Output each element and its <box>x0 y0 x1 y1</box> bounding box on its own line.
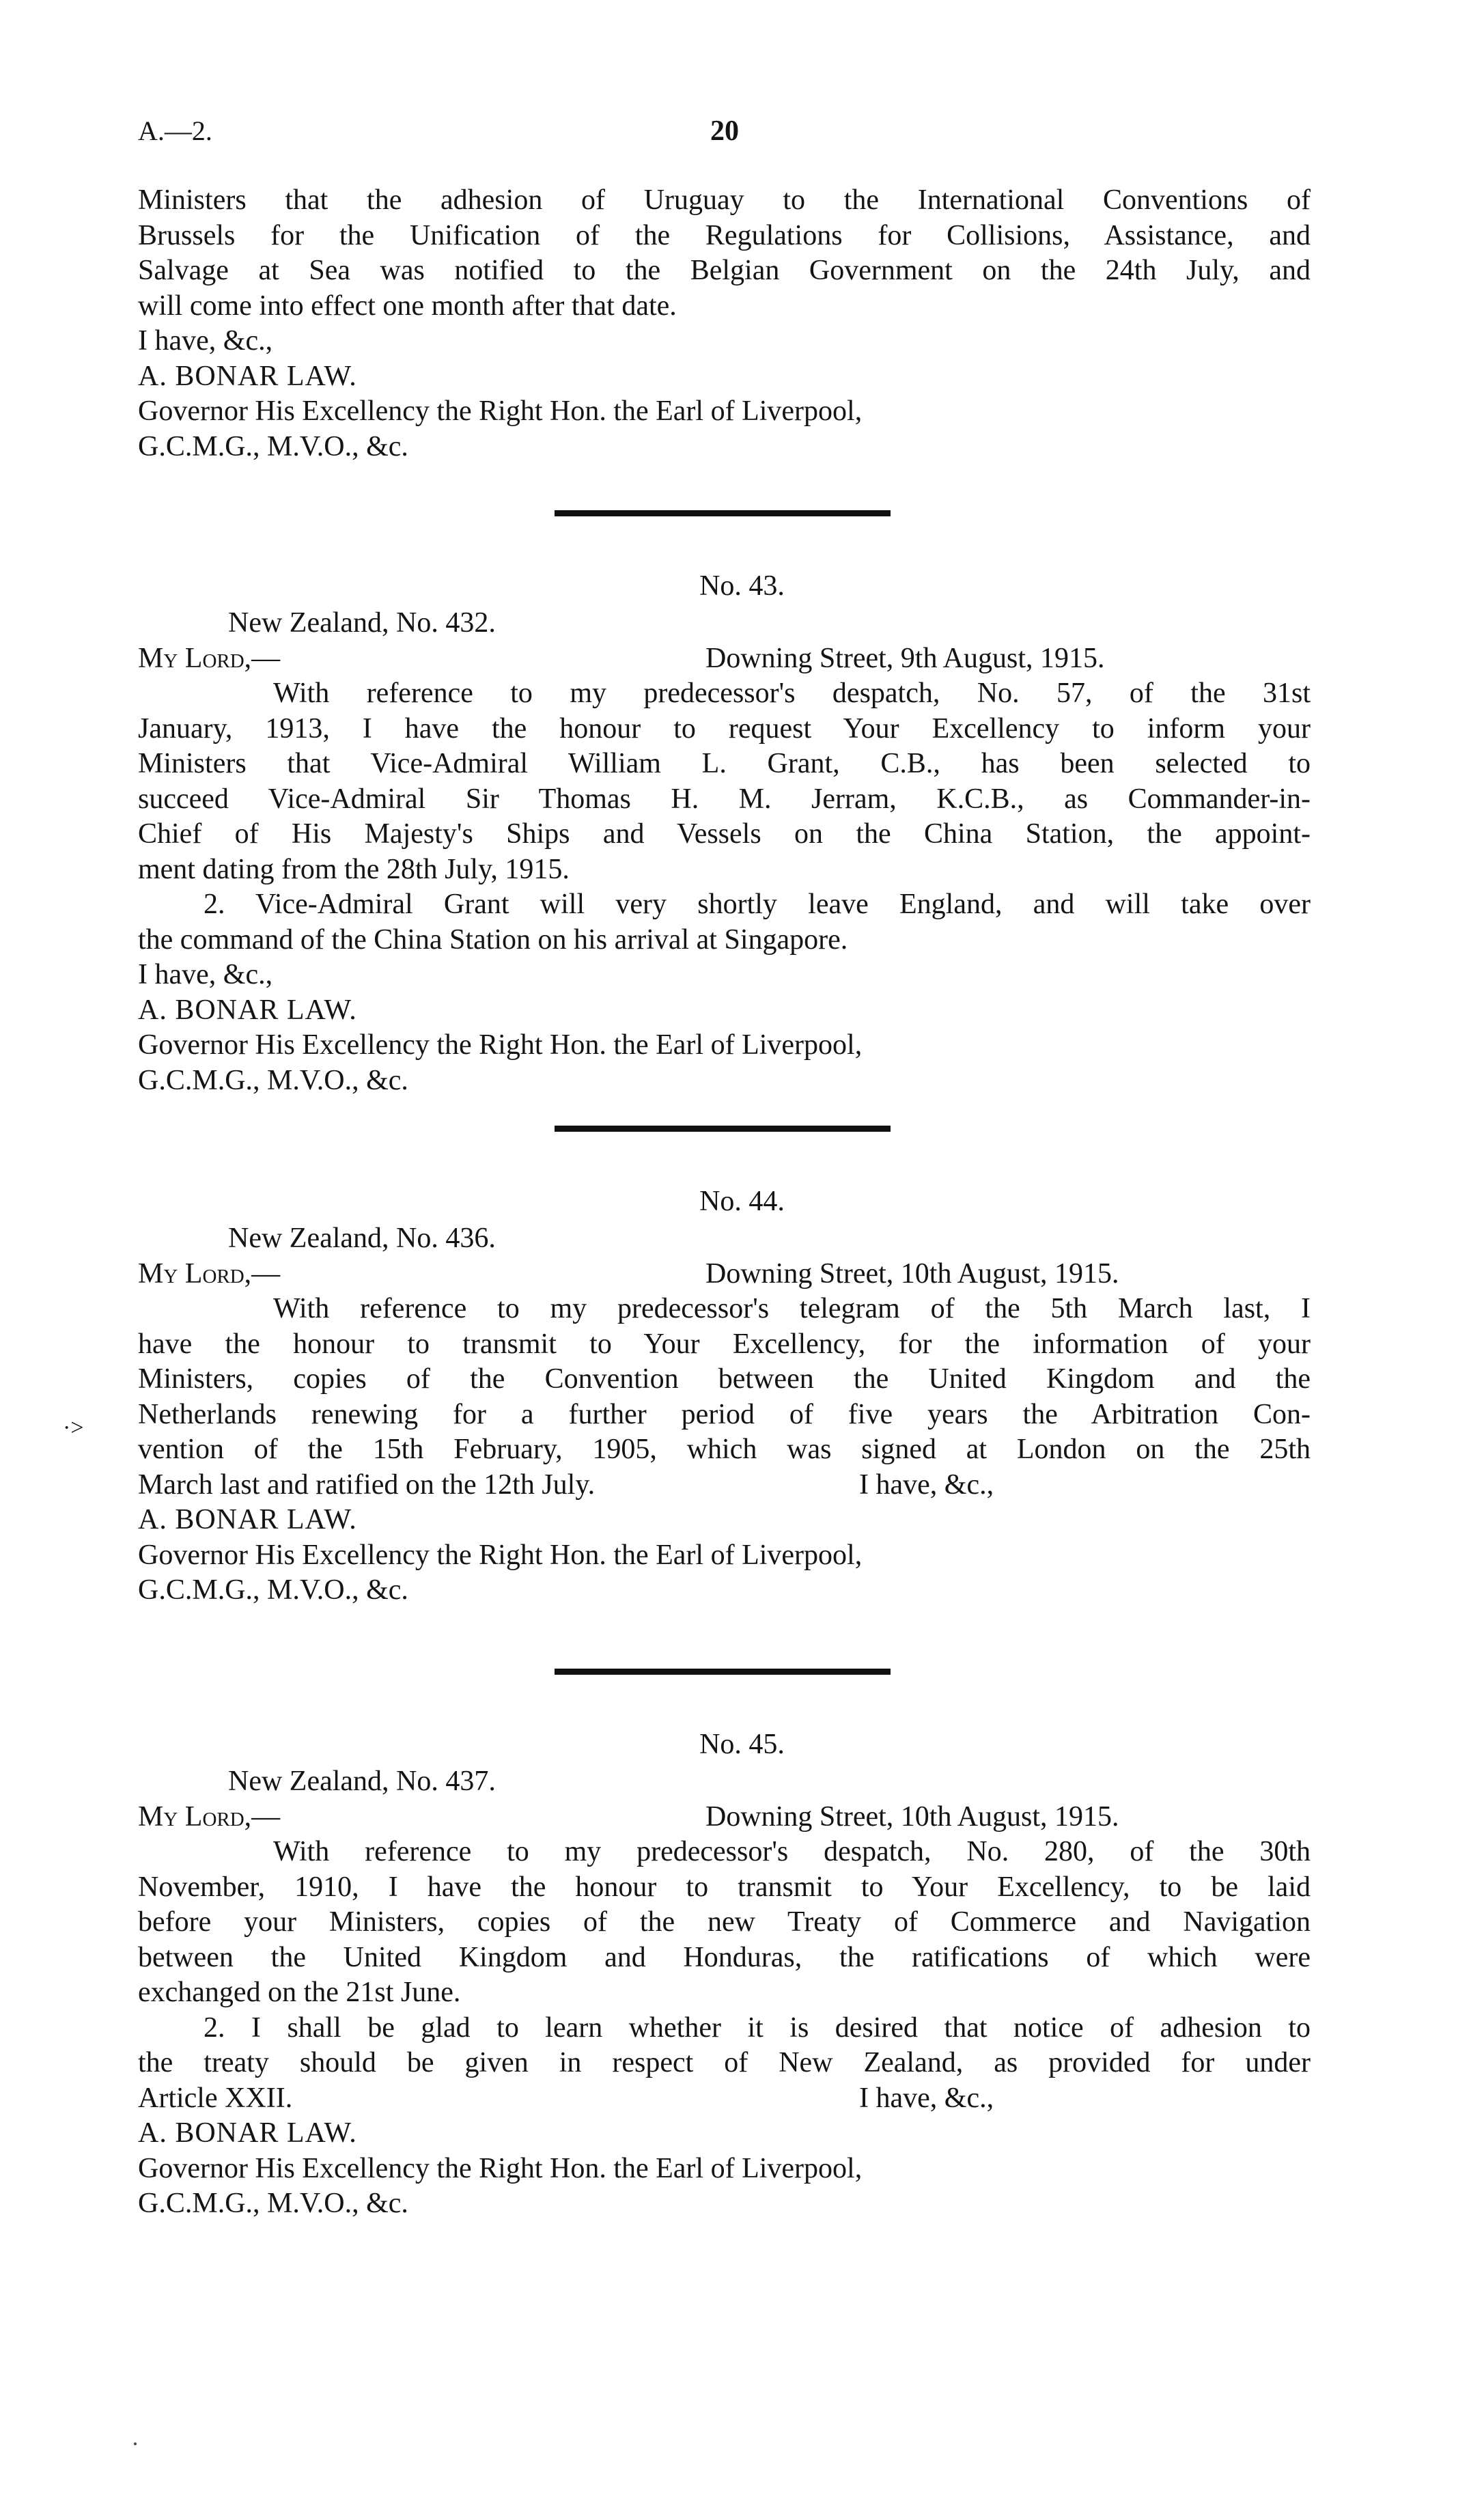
body-line: With reference to my predecessor's telegram of the 5th March last, I <box>273 1293 1311 1324</box>
signature: A. BONAR LAW. <box>138 1504 357 1535</box>
closing: I have, &c., <box>859 1468 994 1501</box>
addressee-titles: G.C.M.G., M.V.O., &c. <box>138 430 408 462</box>
continuation-block <box>138 183 1311 464</box>
despatch-number: No. 43. <box>699 570 785 602</box>
body-line: With reference to my predecessor's despatch, No. 57, of the 31st <box>273 678 1311 709</box>
despatch-45 <box>138 1764 1311 2222</box>
page-number: 20 <box>710 115 739 147</box>
addressee: Governor His Excellency the Right Hon. the Earl of Liverpool, <box>138 1029 863 1061</box>
addressee: Governor His Excellency the Right Hon. the Earl of Liverpool, <box>138 1539 863 1571</box>
body-line: succeed Vice-Admiral Sir Thomas H. M. Jerram, K.C.B., as Commander-in- <box>138 783 1311 815</box>
body-line: before your Ministers, copies of the new Treaty of Commerce and Navigation <box>138 1906 1311 1938</box>
section-divider <box>555 510 891 516</box>
place-date: Downing Street, 10th August, 1915. <box>705 1800 1119 1833</box>
body-line: Brussels for the Unification of the Regulations for Collisions, Assistance, and <box>138 219 1311 251</box>
closing: I have, &c., <box>859 2082 994 2114</box>
body-line: the command of the China Station on his arrival at Singapore. <box>138 923 848 956</box>
nz-reference: New Zealand, No. 436. <box>228 1223 496 1254</box>
body-line: With reference to my predecessor's despatch, No. 280, of the 30th <box>273 1836 1311 1867</box>
despatch-number: No. 44. <box>699 1186 785 1217</box>
section-divider <box>555 1669 891 1675</box>
body-line: have the honour to transmit to Your Excellency, for the information of your <box>138 1328 1311 1360</box>
body-line: Article XXII. <box>138 2082 293 2114</box>
despatch-number: No. 45. <box>699 1729 785 1760</box>
body-line: Ministers that the adhesion of Uruguay to the International Conventions of <box>138 184 1311 216</box>
body-line: the treaty should be given in respect of New Zealand, as provided for under <box>138 2047 1311 2078</box>
despatch-44 <box>138 1221 1311 1608</box>
body-line: between the United Kingdom and Honduras, the ratifications of which were <box>138 1941 1311 1973</box>
signature: A. BONAR LAW. <box>138 2117 357 2149</box>
body-line: Ministers, copies of the Convention between the United Kingdom and the <box>138 1363 1311 1395</box>
section-divider <box>555 1126 891 1132</box>
body-line: November, 1910, I have the honour to transmit to Your Excellency, to be laid <box>138 1871 1311 1903</box>
body-line: ment dating from the 28th July, 1915. <box>138 853 570 885</box>
nz-reference: New Zealand, No. 437. <box>228 1766 496 1797</box>
body-line: March last and ratified on the 12th July. <box>138 1468 596 1501</box>
body-line: Salvage at Sea was notified to the Belgian Government on the 24th July, and <box>138 255 1311 286</box>
body-line: 2. I shall be glad to learn whether it is desired that notice of adhesion to <box>204 2011 1311 2044</box>
margin-mark: ·> <box>63 1415 84 1440</box>
speck <box>134 2442 137 2445</box>
despatch-43 <box>138 606 1311 1098</box>
place-date: Downing Street, 10th August, 1915. <box>705 1257 1119 1290</box>
body-line: 2. Vice-Admiral Grant will very shortly leave England, and will take over <box>204 889 1311 920</box>
salutation: My Lord,— <box>138 1257 281 1290</box>
addressee-titles: G.C.M.G., M.V.O., &c. <box>138 2188 408 2219</box>
addressee: Governor His Excellency the Right Hon. the Earl of Liverpool, <box>138 2152 863 2184</box>
signature: A. BONAR LAW. <box>138 360 357 392</box>
closing: I have, &c., <box>138 959 273 990</box>
nz-reference: New Zealand, No. 432. <box>228 607 496 639</box>
body-line: will come into effect one month after that date. <box>138 290 677 322</box>
addressee-titles: G.C.M.G., M.V.O., &c. <box>138 1574 408 1606</box>
salutation: My Lord,— <box>138 642 281 674</box>
addressee-titles: G.C.M.G., M.V.O., &c. <box>138 1064 408 1096</box>
addressee: Governor His Excellency the Right Hon. the Earl of Liverpool, <box>138 395 863 427</box>
signature: A. BONAR LAW. <box>138 994 357 1026</box>
body-line: vention of the 15th February, 1905, which was signed at London on the 25th <box>138 1434 1311 1465</box>
body-line: Netherlands renewing for a further period of five years the Arbitration Con- <box>138 1398 1311 1430</box>
salutation: My Lord,— <box>138 1800 281 1833</box>
body-line: exchanged on the 21st June. <box>138 1977 461 2008</box>
body-line: Ministers that Vice-Admiral William L. Grant, C.B., has been selected to <box>138 748 1311 779</box>
body-line: Chief of His Majesty's Ships and Vessels on the China Station, the appoint- <box>138 818 1311 850</box>
closing: I have, &c., <box>138 325 273 357</box>
document-reference: A.—2. <box>138 115 212 146</box>
body-line: January, 1913, I have the honour to request Your Excellency to inform your <box>138 712 1311 744</box>
place-date: Downing Street, 9th August, 1915. <box>705 642 1105 674</box>
